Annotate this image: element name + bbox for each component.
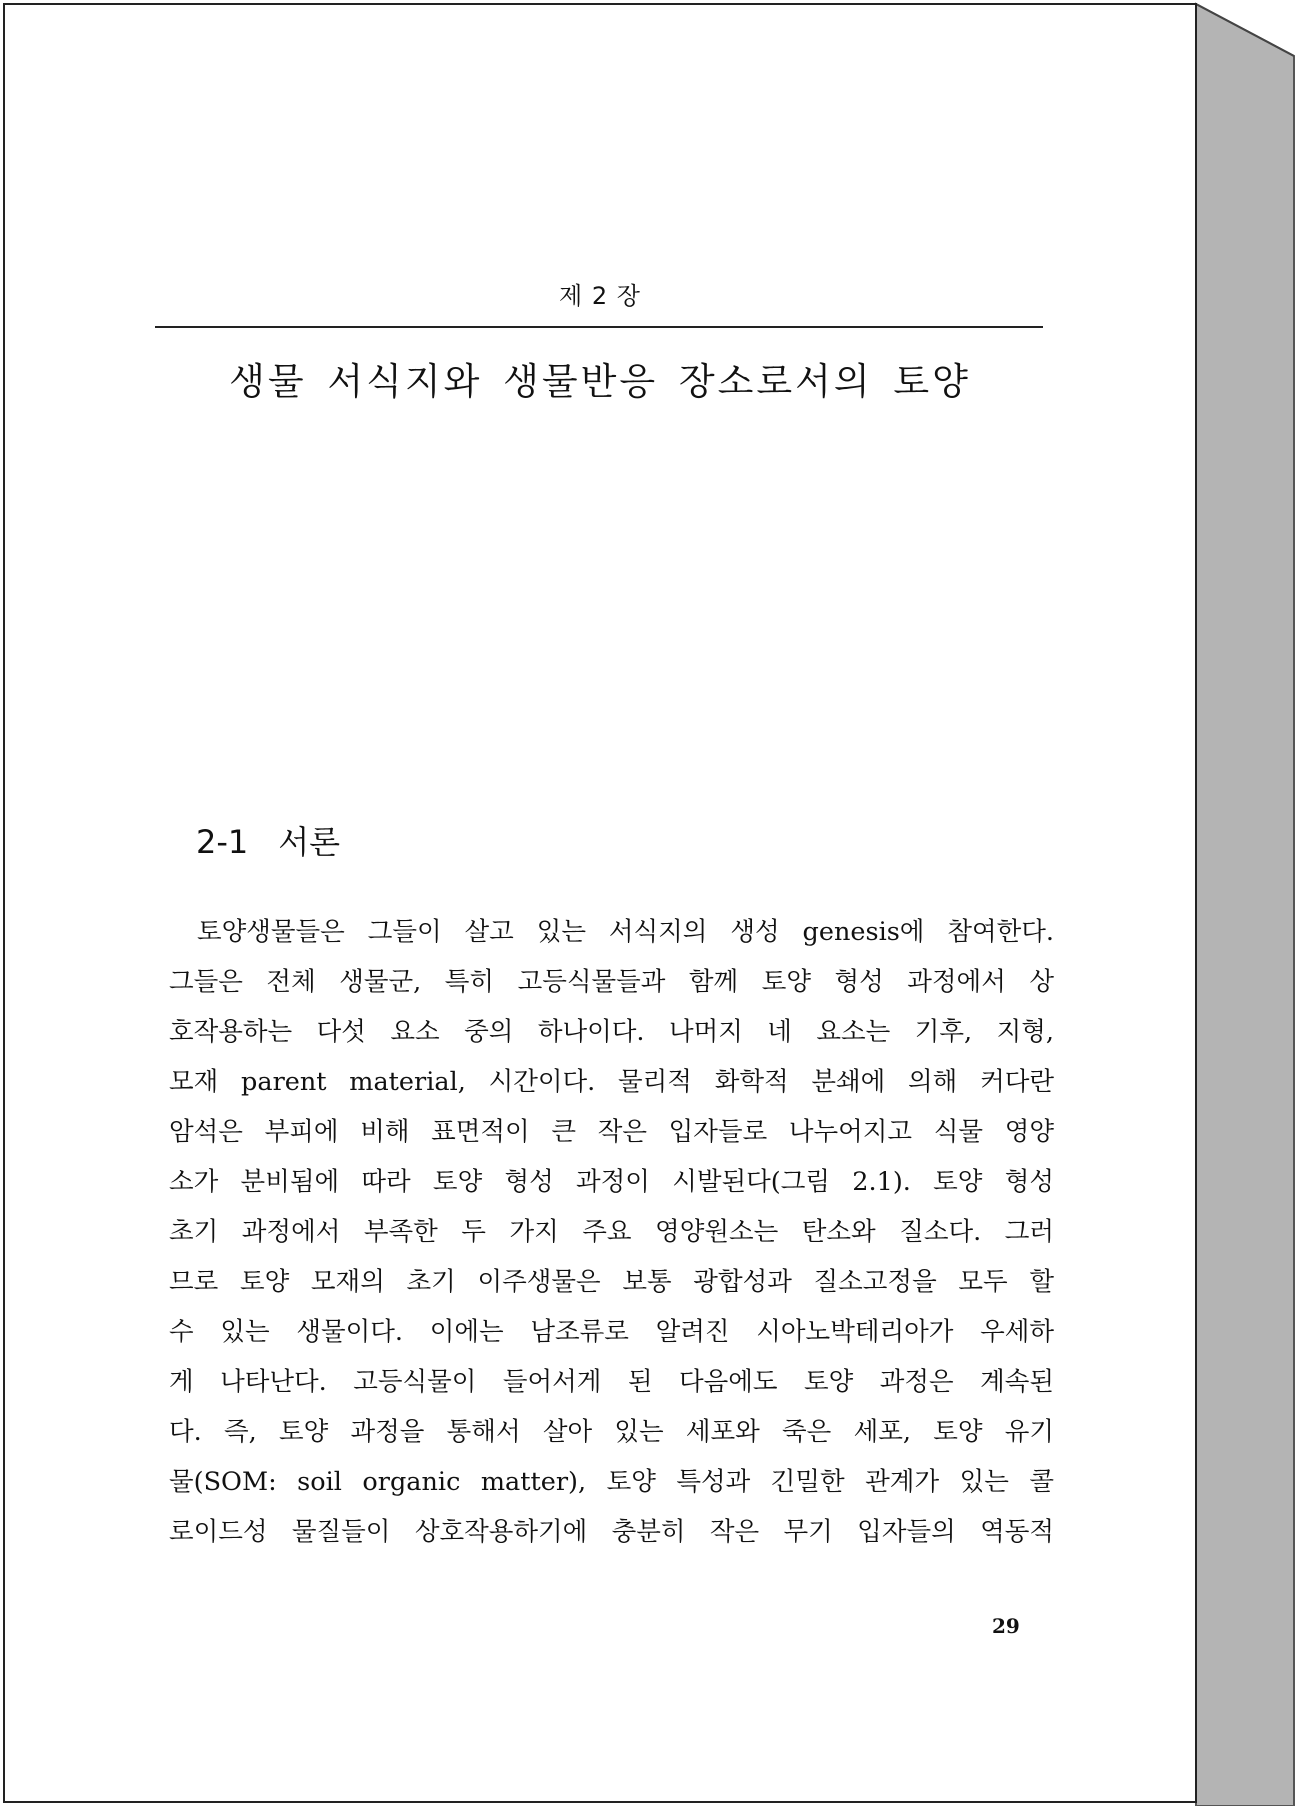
text-line: 므로 토양 모재의 초기 이주생물은 보통 광합성과 질소고정을 모두 할: [169, 1267, 1054, 1297]
section-title: 서론: [278, 823, 341, 861]
chapter-divider: [155, 326, 1043, 328]
book-page: [4, 4, 1196, 1802]
text-line: 다. 즉, 토양 과정을 통해서 살아 있는 세포와 죽은 세포, 토양 유기: [169, 1417, 1054, 1447]
section-heading: [196, 817, 340, 863]
section-number: 2-1: [196, 823, 249, 861]
text-line: 수 있는 생물이다. 이에는 남조류로 알려진 시아노박테리아가 우세하: [169, 1317, 1054, 1347]
page-number: 29: [992, 1614, 1020, 1638]
body-paragraph: [169, 907, 1054, 1557]
text-line: 토양생물들은 그들이 살고 있는 서식지의 생성 genesis에 참여한다.: [197, 917, 1054, 947]
chapter-title: 생물 서식지와 생물반응 장소로서의 토양: [229, 360, 971, 403]
text-line: 암석은 부피에 비해 표면적이 큰 작은 입자들로 나누어지고 식물 영양: [169, 1117, 1054, 1147]
chapter-label: 제 2 장: [559, 282, 641, 310]
book-side-edge: [1196, 4, 1294, 1806]
text-line: 게 나타난다. 고등식물이 들어서게 된 다음에도 토양 과정은 계속된: [169, 1367, 1054, 1397]
text-line: 소가 분비됨에 따라 토양 형성 과정이 시발된다(그림 2.1). 토양 형성: [169, 1167, 1054, 1197]
text-line: 로이드성 물질들이 상호작용하기에 충분히 작은 무기 입자들의 역동적: [169, 1517, 1054, 1547]
text-line: 초기 과정에서 부족한 두 가지 주요 영양원소는 탄소와 질소다. 그러: [169, 1217, 1054, 1247]
text-line: 그들은 전체 생물군, 특히 고등식물들과 함께 토양 형성 과정에서 상: [169, 967, 1054, 997]
text-line: 물(SOM: soil organic matter), 토양 특성과 긴밀한 관계가 있는 콜: [169, 1467, 1054, 1497]
text-line: 모재 parent material, 시간이다. 물리적 화학적 분쇄에 의해 커다란: [169, 1067, 1054, 1097]
text-line: 호작용하는 다섯 요소 중의 하나이다. 나머지 네 요소는 기후, 지형,: [169, 1017, 1054, 1047]
